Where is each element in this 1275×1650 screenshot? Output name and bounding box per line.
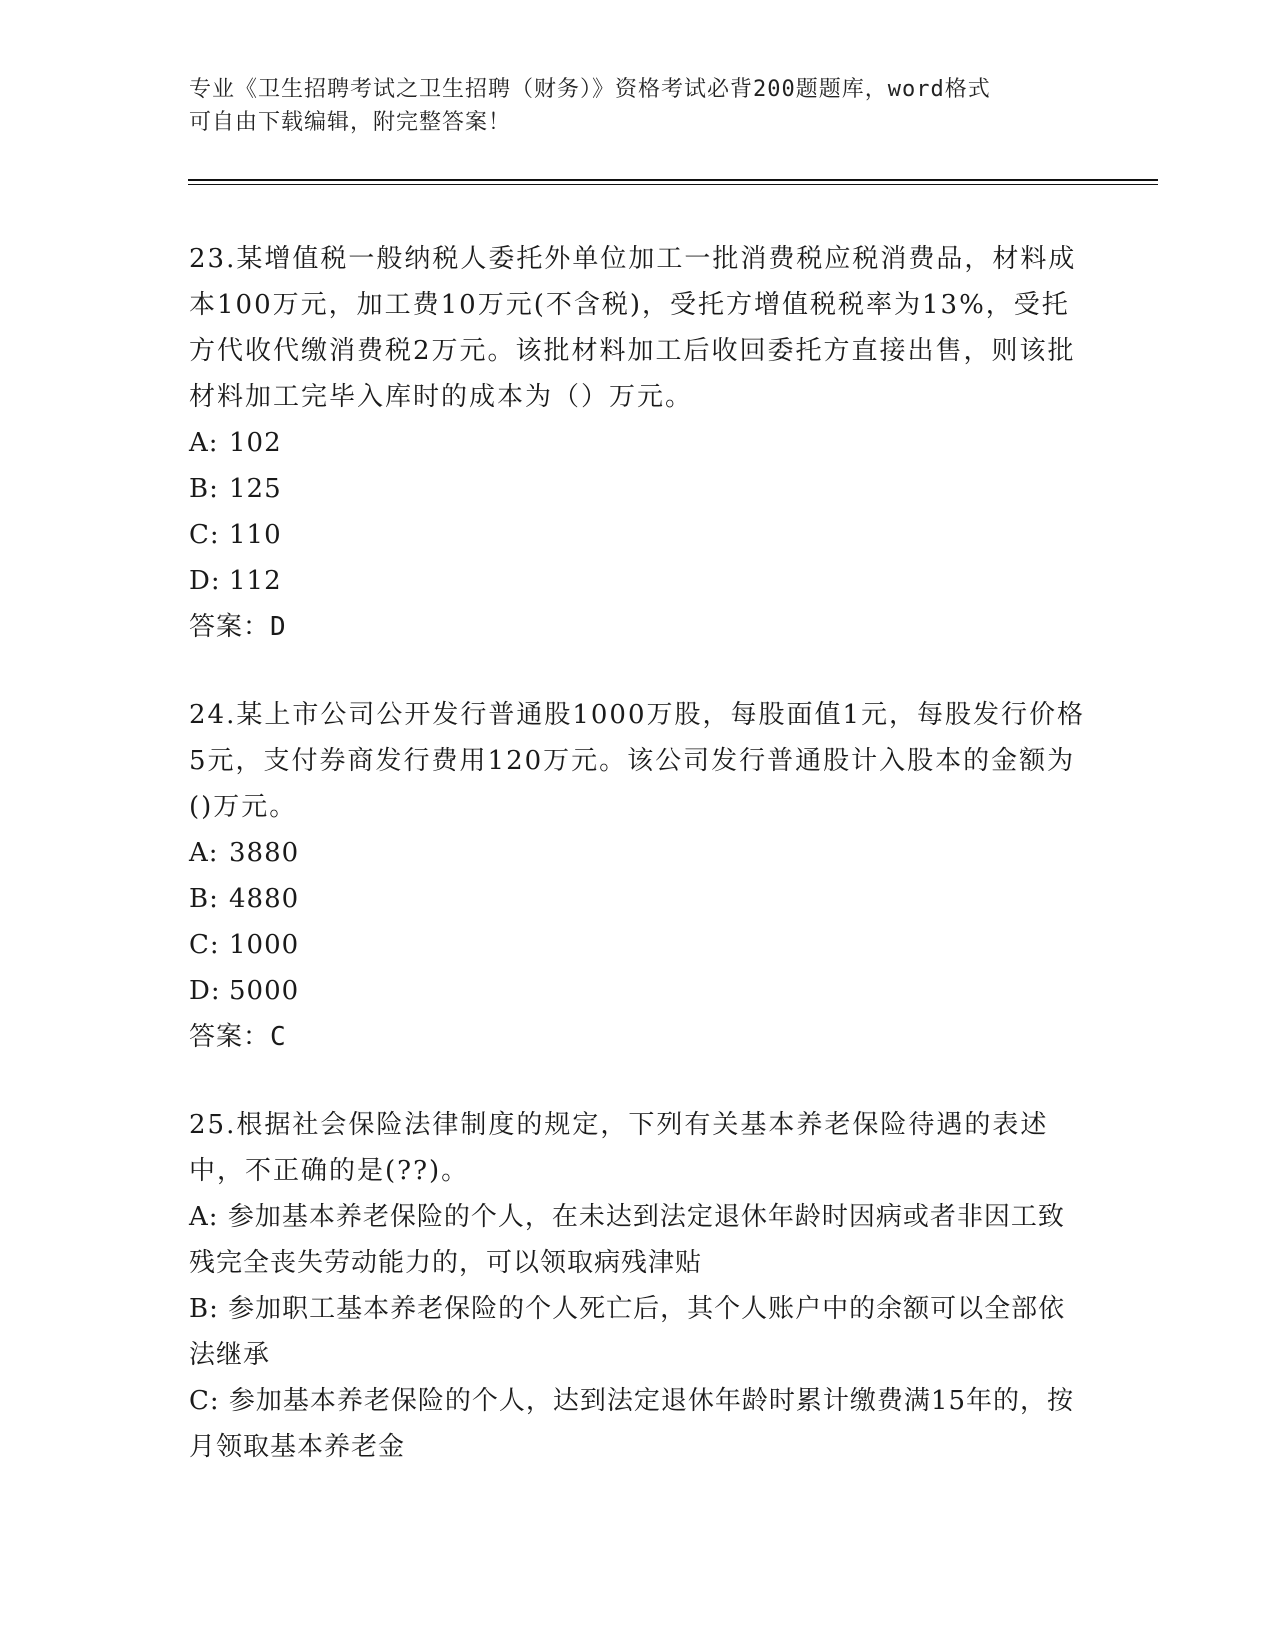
option-key: B:: [189, 474, 219, 504]
question-list: [189, 236, 1089, 1512]
header-rule-thin: [188, 184, 1158, 185]
option-d: [189, 968, 1089, 1014]
option-a: [189, 1194, 1089, 1286]
option-text: 参加基本养老保险的个人，在未达到法定退休年龄时因病或者非因工致残完全丧失劳动能力的，可以领取病残津贴: [189, 1202, 1065, 1278]
header-rule-thick: [188, 179, 1158, 181]
option-text: 3880: [229, 838, 300, 868]
answer-line: 答案：C: [189, 1022, 287, 1052]
option-key: A:: [189, 838, 219, 868]
header-line-1: 专业《卫生招聘考试之卫生招聘（财务）》资格考试必背200题题库，word格式: [189, 77, 991, 102]
question-stem: 25.根据社会保险法律制度的规定，下列有关基本养老保险待遇的表述中，不正确的是(??)。: [189, 1110, 1049, 1186]
option-b: [189, 876, 1089, 922]
answer-line: 答案：D: [189, 612, 287, 642]
option-text: 125: [229, 474, 282, 504]
option-text: 参加职工基本养老保险的个人死亡后，其个人账户中的余额可以全部依法继承: [189, 1294, 1066, 1370]
question-stem: 24.某上市公司公开发行普通股1000万股，每股面值1元，每股发行价格5元，支付券商发行费用120万元。该公司发行普通股计入股本的金额为()万元。: [189, 700, 1086, 822]
option-key: C:: [189, 930, 220, 960]
option-text: 112: [229, 566, 282, 596]
question-24: [189, 692, 1089, 1060]
header-line-2: 可自由下载编辑，附完整答案！: [189, 110, 512, 135]
option-text: 5000: [229, 976, 300, 1006]
option-d: [189, 558, 1089, 604]
option-key: D:: [189, 976, 221, 1006]
option-key: C:: [189, 520, 220, 550]
option-text: 110: [229, 520, 282, 550]
option-c: [189, 922, 1089, 968]
option-a: [189, 830, 1089, 876]
option-text: 1000: [229, 930, 300, 960]
option-key: C:: [189, 1386, 220, 1416]
option-key: B:: [189, 884, 219, 914]
page-header: [189, 73, 1089, 139]
question-stem: 23.某增值税一般纳税人委托外单位加工一批消费税应税消费品，材料成本100万元，加工费10万元(不含税)，受托方增值税税率为13%，受托方代收代缴消费税2万元。该批材料加工后收回委托方直接出售，则该批材料加工完毕入库时的成本为（）万元。: [189, 244, 1077, 412]
option-b: [189, 1286, 1089, 1378]
option-key: B:: [189, 1294, 219, 1324]
question-25: [189, 1102, 1089, 1470]
option-key: A:: [189, 428, 219, 458]
option-key: D:: [189, 566, 221, 596]
option-text: 参加基本养老保险的个人，达到法定退休年龄时累计缴费满15年的，按月领取基本养老金: [189, 1386, 1075, 1462]
option-text: 102: [229, 428, 282, 458]
option-text: 4880: [229, 884, 300, 914]
question-23: [189, 236, 1089, 650]
option-b: [189, 466, 1089, 512]
option-c: [189, 512, 1089, 558]
option-c: [189, 1378, 1089, 1470]
option-a: [189, 420, 1089, 466]
option-key: A:: [189, 1202, 219, 1232]
